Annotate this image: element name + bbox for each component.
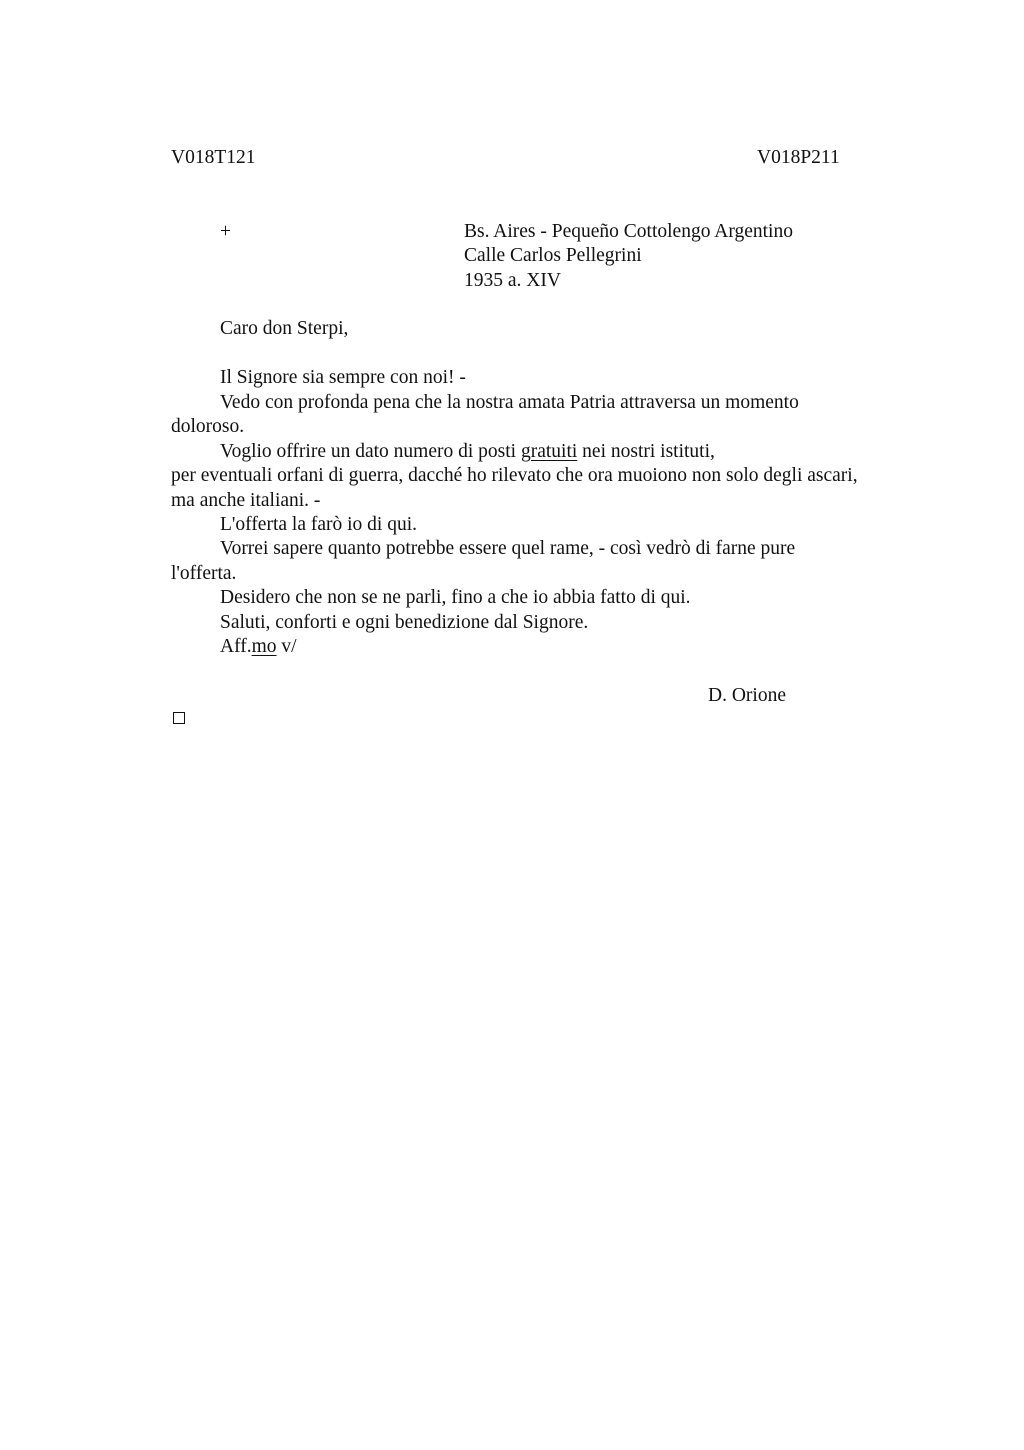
salutation: Caro don Sterpi, (220, 318, 349, 339)
document-code-right: V018P211 (757, 147, 840, 168)
document-code-left: V018T121 (171, 147, 256, 168)
body-paragraph-4: L'offerta la farò io di qui. (220, 514, 417, 535)
letter-street: Calle Carlos Pellegrini (464, 245, 642, 266)
body-paragraph-5-line-1: Vorrei sapere quanto potrebbe essere quel rame, - così vedrò di farne pure (220, 538, 796, 559)
closing-suffix: v/ (276, 636, 297, 657)
body-paragraph-7: Saluti, conforti e ogni benedizione dal Signore. (220, 612, 589, 633)
body-paragraph-5-line-2: l'offerta. (171, 563, 237, 584)
body-text: Voglio offrire un dato numero di posti (220, 441, 521, 462)
letter-date: 1935 a. XIV (464, 270, 561, 291)
body-text: nei nostri istituti, (577, 441, 715, 462)
closing-line (220, 635, 297, 659)
signature: D. Orione (708, 685, 786, 706)
body-paragraph-2-line-1: Vedo con profonda pena che la nostra amata Patria attraversa un momento (220, 392, 799, 413)
underlined-word: gratuiti (520, 441, 578, 462)
body-paragraph-1: Il Signore sia sempre con noi! - (220, 367, 466, 388)
body-paragraph-6: Desidero che non se ne parli, fino a che io abbia fatto di qui. (220, 587, 691, 608)
body-paragraph-3-line-3: ma anche italiani. - (171, 490, 321, 511)
cross-mark: + (220, 221, 231, 242)
body-paragraph-3-line-1 (220, 440, 715, 464)
letter-place: Bs. Aires - Pequeño Cottolengo Argentino (464, 221, 793, 242)
end-square-icon (173, 712, 185, 724)
closing-underlined: mo (251, 636, 277, 657)
body-paragraph-2-line-2: doloroso. (171, 416, 245, 437)
closing-prefix: Aff. (220, 636, 252, 657)
body-paragraph-3-line-2: per eventuali orfani di guerra, dacché ho rilevato che ora muoiono non solo degli ascari, (171, 465, 858, 486)
